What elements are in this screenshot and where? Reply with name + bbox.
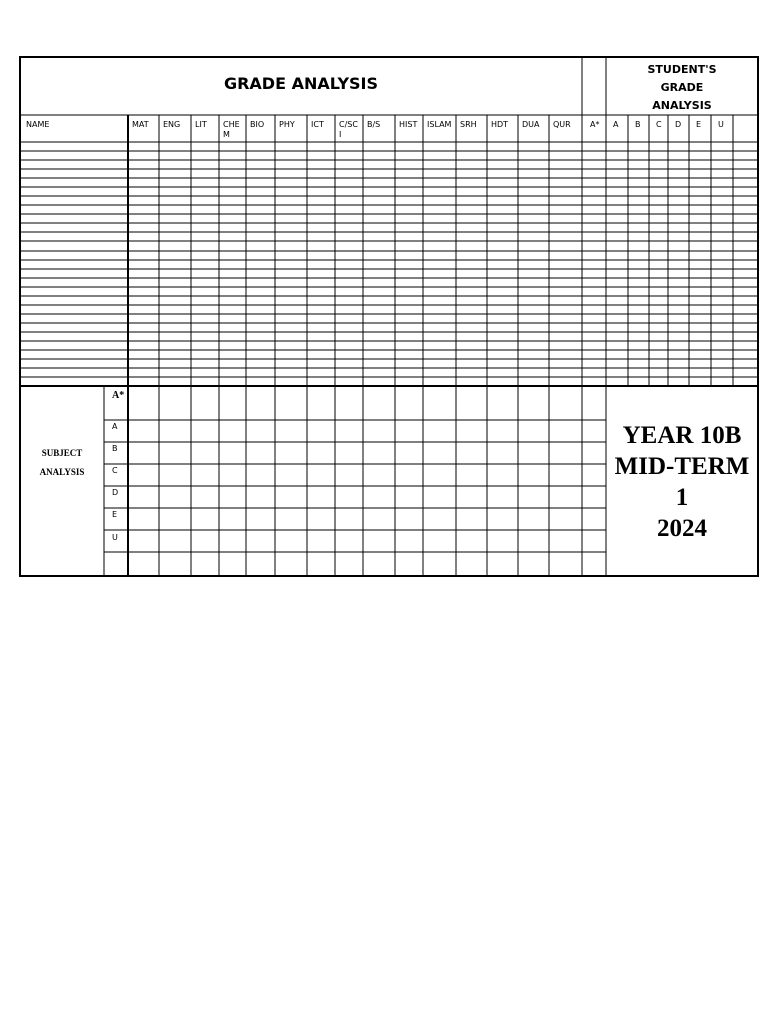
subject-grade-label: B	[112, 444, 118, 453]
subject-header: PHY	[279, 120, 295, 129]
subject-header: SRH	[460, 120, 477, 129]
subject-header: BIO	[250, 120, 265, 129]
subject-grade-label: A	[112, 422, 118, 431]
subject-grade-label: E	[112, 510, 118, 519]
student-grade-header: C	[656, 120, 662, 129]
student-grade-header: D	[675, 120, 682, 129]
subject-header: I	[339, 130, 342, 139]
name-header: NAME	[26, 120, 50, 129]
subject-grade-label: A*	[112, 390, 125, 401]
subject-header: ISLAM	[427, 120, 452, 129]
student-grade-header: A	[613, 120, 619, 129]
student-grade-analysis-title-line: ANALYSIS	[652, 99, 712, 112]
subject-header: DUA	[522, 120, 540, 129]
subject-analysis-label-line: ANALYSIS	[39, 467, 85, 477]
subject-header: QUR	[553, 120, 571, 129]
student-grade-header: A*	[590, 120, 600, 129]
subject-header: C/SC	[339, 120, 358, 129]
grade-analysis-title: GRADE ANALYSIS	[223, 74, 379, 93]
class-info-line: 2024	[657, 515, 707, 542]
class-info-line: 1	[675, 484, 689, 511]
class-info-line: YEAR 10B	[622, 422, 742, 449]
subject-header: CHE	[223, 120, 240, 129]
page-title	[224, 74, 378, 93]
subject-header: B/S	[367, 120, 381, 129]
subject-grade-label: D	[112, 488, 119, 497]
subject-header: LIT	[195, 120, 207, 129]
subject-grade-label: C	[112, 466, 118, 475]
subject-header: ENG	[163, 120, 181, 129]
subject-header: HIST	[399, 120, 418, 129]
name-column-header	[26, 120, 49, 129]
subject-header: M	[223, 130, 230, 139]
subject-header: MAT	[132, 120, 149, 129]
student-grade-analysis-title-line: GRADE	[660, 81, 704, 94]
student-grade-header: B	[635, 120, 641, 129]
class-info-line: MID-TERM	[614, 453, 750, 480]
subject-header: ICT	[311, 120, 324, 129]
subject-analysis-label-line: SUBJECT	[41, 448, 83, 458]
subject-header: HDT	[491, 120, 509, 129]
student-grade-header: U	[718, 120, 724, 129]
subject-grade-label: U	[112, 533, 118, 542]
student-grade-analysis-title-line: STUDENT'S	[647, 63, 717, 76]
student-grade-header: E	[696, 120, 702, 129]
